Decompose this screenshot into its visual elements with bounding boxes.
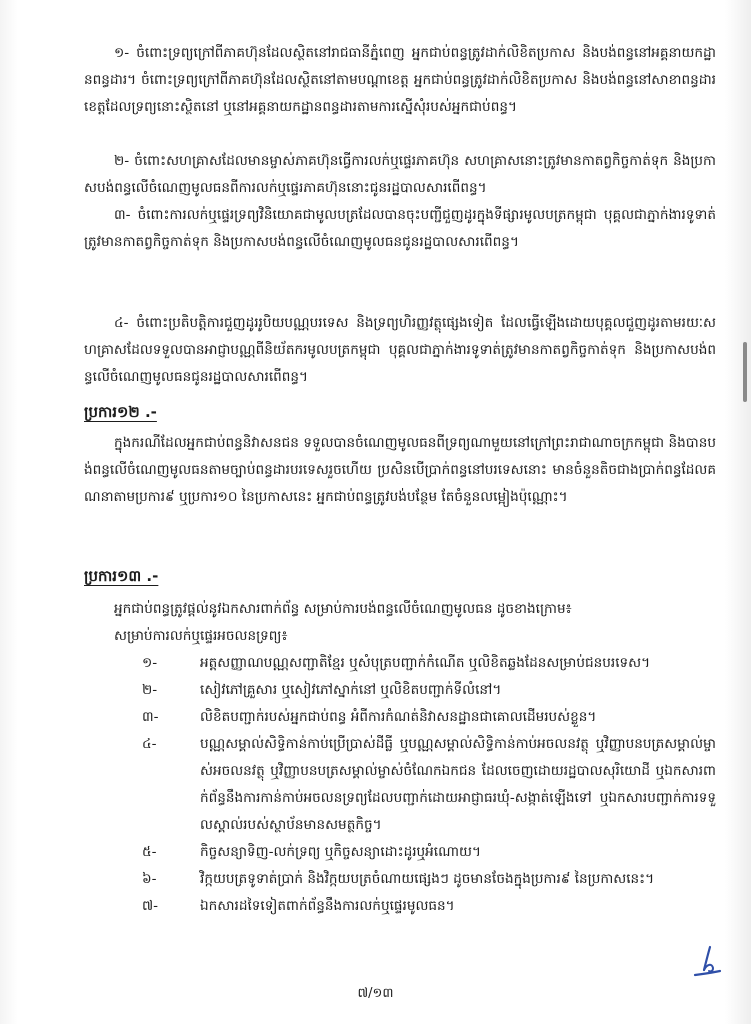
- list-item-number: ១-: [142, 655, 158, 671]
- article13-intro: អ្នកជាប់ពន្ធត្រូវផ្តល់នូវឯកសារពាក់ព័ន្ធ សម្រាប់ការបង់ពន្ធលើចំណេញមូលធន ដូចខាងក្រោម៖: [114, 601, 572, 617]
- scrollbar-thumb[interactable]: [743, 342, 747, 402]
- list-item-number: ៤-: [142, 736, 157, 752]
- list-item-text: កិច្ចសន្យាទិញ-លក់ទ្រព្យ ឬកិច្ចសន្យាដោះដូរឬអំណោយ។: [200, 844, 481, 860]
- article12-body: ក្នុងករណីដែលអ្នកជាប់ពន្ធនិវាសនជន ទទួលបានចំណេញមូលធនពីទ្រព្យណាមួយនៅក្រៅព្រះរាជាណាចក្រកម្ពុជា និងបានបង់ពន្ធលើចំណេញមូលធនតាមច្បាប់ពន្ធដារបរទេសរួចហើយ ប្រសិនបើប្រាក់ពន្ធនៅបរទេសនោះ មានចំនួនតិចជាងប្រាក់ពន្ធដែលគណនាតាមប្រការ៩ ឬប្រការ១០ នៃប្រកាសនេះ អ្នកជាប់ពន្ធត្រូវបង់បន្ថែម តែចំនួនលម្អៀងប៉ុណ្ណោះ។: [84, 435, 716, 505]
- list-item-number: ៥-: [142, 844, 157, 860]
- article12-heading: ប្រការ១២ .-: [84, 403, 157, 421]
- article13-document-list: [84, 650, 716, 920]
- list-item: [84, 866, 716, 893]
- list-item-text: លិខិតបញ្ជាក់របស់អ្នកជាប់ពន្ធ អំពីការកំណត់និវាសនដ្ឋានជាគោលដើមរបស់ខ្លួន។: [200, 709, 597, 725]
- list-item: [84, 893, 716, 920]
- section11-paragraph-3: ៣- ចំពោះការលក់ឬផ្ទេរទ្រព្យវិនិយោគជាមូលបត្រដែលបានចុះបញ្ជីជួញដូរក្នុងទីផ្សារមូលបត្រកម្ពុជា បុគ្គលជាភ្នាក់ងារទូទាត់ ត្រូវមានកាតព្វកិច្ចកាត់ទុក និងប្រកាសបង់ពន្ធលើចំណេញមូលធនជូនរដ្ឋបាលសារពើពន្ធ។: [84, 207, 716, 250]
- list-item-text: វិក្កយបត្រទូទាត់ប្រាក់ និងវិក្កយបត្រចំណាយផ្សេងៗ ដូចមានចែងក្នុងប្រការ៩ នៃប្រកាសនេះ។: [200, 871, 655, 887]
- section11-paragraph-2: ២- ចំពោះសហគ្រាសដែលមានម្ចាស់ភាគហ៊ុនធ្វើការលក់ឬផ្ទេរភាគហ៊ុន សហគ្រាសនោះត្រូវមានកាតព្វកិច្ចកាត់ទុក និងប្រកាសបង់ពន្ធលើចំណេញមូលធនពីការលក់ឬផ្ទេរភាគហ៊ុននោះជូនរដ្ឋបាលសារពើពន្ធ។: [84, 153, 716, 196]
- handwritten-initial-icon: [692, 944, 722, 978]
- article13-subheading: សម្រាប់ការលក់ឬផ្ទេរអចលនទ្រព្យ៖: [114, 628, 288, 644]
- list-item-text: ឯកសារដទៃទៀតពាក់ព័ន្ធនឹងការលក់ឬផ្ទេរមូលធន។: [200, 898, 455, 914]
- article13-heading: ប្រការ១៣ .-: [84, 567, 159, 585]
- list-item-text: សៀវភៅគ្រួសារ ឬសៀវភៅស្នាក់នៅ ឬលិខិតបញ្ជាក់ទីលំនៅ។: [200, 682, 502, 698]
- list-item: [84, 839, 716, 866]
- list-item: [84, 704, 716, 731]
- list-item: [84, 677, 716, 704]
- section11-paragraph-1: ១- ចំពោះទ្រព្យក្រៅពីភាគហ៊ុនដែលស្ថិតនៅរាជធានីភ្នំពេញ អ្នកជាប់ពន្ធត្រូវដាក់លិខិតប្រកាស និងបង់ពន្ធនៅអគ្គនាយកដ្ឋានពន្ធដារ។ ចំពោះទ្រព្យក្រៅពីភាគហ៊ុនដែលស្ថិតនៅតាមបណ្តាខេត្ត អ្នកជាប់ពន្ធត្រូវដាក់លិខិតប្រកាស និងបង់ពន្ធនៅសាខាពន្ធដារខេត្តដែលទ្រព្យនោះស្ថិតនៅ ឬនៅអគ្គនាយកដ្ឋានពន្ធដារតាមការស្នើសុំរបស់អ្នកជាប់ពន្ធ។: [84, 45, 716, 115]
- section11-paragraph-4: ៤- ចំពោះប្រតិបត្តិការជួញដូររូបិយបណ្ណបរទេស និងទ្រព្យហិរញ្ញវត្ថុផ្សេងទៀត ដែលធ្វើឡើងដោយបុគ្គលជួញដូរតាមរយៈសហគ្រាសដែលទទួលបានអាជ្ញាបណ្ណពីនិយ័តករមូលបត្រកម្ពុជា បុគ្គលជាភ្នាក់ងារទូទាត់ត្រូវមានកាតព្វកិច្ចកាត់ទុក និងប្រកាសបង់ពន្ធលើចំណេញមូលធនជូនរដ្ឋបាលសារពើពន្ធ។: [84, 315, 716, 385]
- list-item-number: ៣-: [142, 709, 159, 725]
- list-item-number: ២-: [142, 682, 158, 698]
- list-item: [84, 731, 716, 839]
- page-number: ៧/១៣: [357, 986, 394, 1001]
- list-item: [84, 650, 716, 677]
- list-item-text: បណ្ណសម្គាល់សិទ្ធិកាន់កាប់ប្រើប្រាស់ដីធ្លី ឬបណ្ណសម្គាល់សិទ្ធិកាន់កាប់អចលនវត្ថុ ឬវិញ្ញាបនបត្រសម្គាល់ម្ចាស់អចលនវត្ថុ ឬវិញ្ញាបនបត្រសម្គាល់ម្ចាស់ចំណែកឯកជន ដែលចេញដោយរដ្ឋបាលសុរិយោដី ឬឯកសារពាក់ព័ន្ធនឹងការកាន់កាប់អចលនទ្រព្យដែលបញ្ជាក់ដោយអាជ្ញាធរឃុំ-សង្កាត់ឡើងទៅ ឬឯកសារបញ្ជាក់ការទទួលស្គាល់របស់ស្ថាប័នមានសមត្ថកិច្ច។: [200, 736, 716, 833]
- list-item-number: ៦-: [142, 871, 157, 887]
- list-item-number: ៧-: [142, 898, 159, 914]
- list-item-text: អត្តសញ្ញាណបណ្ណសញ្ជាតិខ្មែរ ឬសំបុត្របញ្ជាក់កំណើត ឬលិខិតឆ្លងដែនសម្រាប់ជនបរទេស។: [200, 655, 651, 671]
